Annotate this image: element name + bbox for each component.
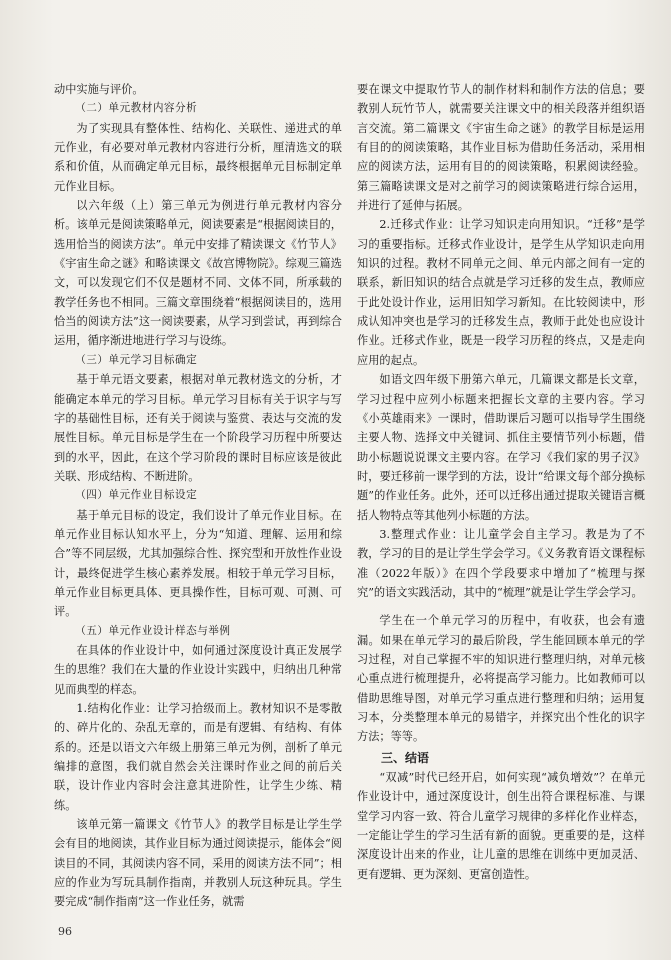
paragraph: 在具体的作业设计中，如何通过深度设计真正发展学生的思维？我们在大量的作业设计实践中，归纳出几种常见而典型的样态。: [54, 643, 342, 696]
paragraph: 如语文四年级下册第六单元，几篇课文都是长文章，学习过程中应列小标题来把握长文章的主要内容。学习《小英雄雨来》一课时，借助课后习题可以指导学生围绕主要人物、选择文中关键词、抓住主要情节列小标题，借助小标题说说课文主要内容。在学习《我们家的男子汉》时，要迁移前一课学到的方法，设计“给课文每个部分换标题”的作业任务。此外，还可以迁移出通过提取关键语言概括人物特点等其他列小标题的方法。: [357, 373, 645, 522]
page-number: 96: [58, 925, 72, 938]
section-heading: （二）单元教材内容分析: [75, 102, 198, 115]
paragraph: 以六年级（上）第三单元为例进行单元教材内容分析。该单元是阅读策略单元，阅读要素是“根据阅读目的，选用恰当的阅读方法”。单元中安排了精读课文《竹节人》《宇宙生命之谜》和略读课文《故宫博物院》。综观三篇选文，可以发现它们不仅是题材不同、文体不同，所承载的教学任务也不相同。三篇文章围绕着“根据阅读目的，选用恰当的阅读方法”这一阅读要素，从学习到尝试，再到综合运用，循序渐进地进行学习与设练。: [54, 199, 342, 348]
paragraph: 为了实现具有整体性、结构化、关联性、递进式的单元作业，有必要对单元教材内容进行分析，厘清选文的联系和价值，从而确定单元目标，最终根据单元目标制定单元作业目标。: [54, 121, 342, 193]
section-heading: （五）单元作业设计样态与举例: [75, 624, 231, 637]
paragraph: 动中实施与评价。: [54, 83, 144, 96]
chapter-heading: 三、结语: [381, 750, 430, 765]
paragraph: 3.整理式作业：让儿童学会自主学习。教是为了不教，学习的目的是让学生学会学习。《义务教育语文课程标准（2022年版）》在四个学段要求中增加了“梳理与探究”的语文实践活动，其中的“梳理”就是让学生学会学习。: [357, 527, 645, 599]
paragraph: 2.迁移式作业：让学习知识走向用知识。“迁移”是学习的重要指标。迁移式作业设计，是学生从学知识走向用知识的过程。教材不同单元之间、单元内部之间有一定的联系，新旧知识的结合点就是学习迁移的发生点，教师应于此处设计作业，运用旧知学习新知。在比较阅读中，形成认知冲突也是学习的迁移发生点，教师于此处也应设计作业。迁移式作业，既是一段学习历程的终点，又是走向应用的起点。: [357, 218, 645, 367]
paragraph: 基于单元语文要素，根据对单元教材选文的分析，才能确定本单元的学习目标。单元学习目标有关于识字与写字的基础性目标，还有关于阅读与鉴赏、表达与交流的发展性目标。单元目标是学生在一个阶段学习历程中所要达到的水平，因此，在这个学习阶段的课时目标应该是彼此关联、形成结构、不断进阶。: [54, 373, 342, 483]
paragraph: 基于单元目标的设定，我们设计了单元作业目标。在单元作业目标认知水平上，分为“知道、理解、运用和综合”等不同层级，尤其加强综合性、探究型和开放性作业设计，最终促进学生核心素养发展。相较于单元学习目标，单元作业目标更具体、更具操作性，目标可观、可测、可评。: [54, 508, 342, 619]
paragraph: 该单元第一篇课文《竹节人》的教学目标是让学生学会有目的地阅读，其作业目标为通过阅读提示，能体会“阅读目的不同，其阅读内容不同，采用的阅读方法不同”；相应的作业为写玩具制作指南，并教别人玩这种玩具。学生要完成“制作指南”这一作业任务，就需: [54, 818, 342, 909]
paragraph: 要在课文中提取竹节人的制作材料和制作方法的信息；要教别人玩竹节人，就需要关注课文中的相关段落并组织语言交流。第二篇课文《宇宙生命之谜》的教学目标是运用有目的的阅读策略，其作业目标为借助任务活动，采用相应的阅读方法，运用有目的的阅读策略，积累阅读经验。第三篇略读课文是对之前学习的阅读策略进行综合运用，并进行了延伸与拓展。: [357, 83, 645, 213]
section-heading: （四）单元作业目标设定: [75, 489, 198, 502]
paragraph: 1.结构化作业：让学习拾级而上。教材知识不是零散的、碎片化的、杂乱无章的，而是有逻辑、有结构、有体系的。还是以语文六年级上册第三单元为例，剖析了单元编排的意图，我们就自然会关注课时作业之间的前后关联，设计作业内容时会注意其进阶性，让学生少练、精练。: [54, 702, 342, 812]
paragraph: “双减”时代已经开启，如何实现“减负增效”？在单元作业设计中，通过深度设计，创生出符合课程标准、与课堂学习内容一致、符合儿童学习规律的多样化作业样态，一定能让学生的学习生活有新的面貌。更重要的是，这样深度设计出来的作业，让儿童的思维在训练中更加灵活、更有逻辑、更为深刻、更富创造性。: [357, 771, 645, 881]
paragraph: 学生在一个单元学习的历程中，有收获，也会有遗漏。如果在单元学习的最后阶段，学生能回顾本单元的学习过程，对自己掌握不牢的知识进行整理归纳，对单元核心重点进行梳理提升，必将提高学习能力。比如教师可以借助思维导图，对单元学习重点进行整理和归纳；运用复习本，分类整理本单元的易错字，并探究出个性化的识字方法；等等。: [357, 614, 645, 744]
spacer: [357, 602, 645, 611]
right-column: [357, 80, 645, 884]
left-column: [54, 80, 342, 912]
section-heading: （三）单元学习目标确定: [75, 353, 198, 366]
